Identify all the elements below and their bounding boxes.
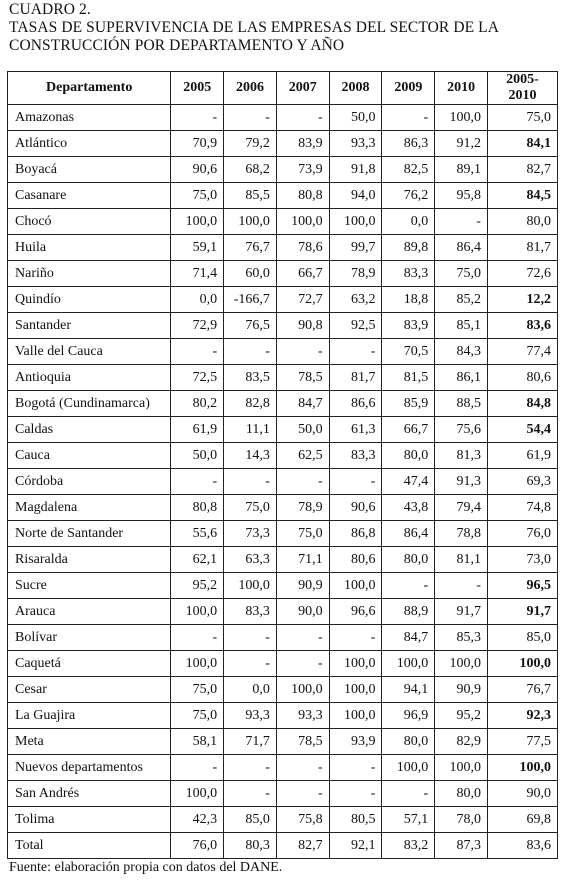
table-row [8,235,558,261]
year-value-cell: 100,0 [435,651,488,677]
year-value-cell: 90,6 [171,157,224,183]
year-value-cell: 0,0 [171,287,224,313]
year-value-cell: 91,3 [435,469,488,495]
department-cell: Sucre [8,573,171,599]
year-value-cell: - [276,339,329,365]
year-value-cell: 55,6 [171,521,224,547]
department-cell: Cauca [8,443,171,469]
year-value-cell: 85,5 [224,183,277,209]
period-total-cell: 76,0 [487,521,557,547]
year-value-cell: 76,2 [382,183,435,209]
year-value-cell: - [224,105,277,131]
year-value-cell: 95,2 [435,703,488,729]
year-value-cell: 78,0 [435,807,488,833]
header-2006: 2006 [224,72,277,105]
year-value-cell: 63,2 [329,287,382,313]
year-value-cell: - [224,781,277,807]
year-value-cell: 58,1 [171,729,224,755]
department-cell: Arauca [8,599,171,625]
year-value-cell: 86,6 [329,391,382,417]
year-value-cell: - [171,625,224,651]
table-row [8,417,558,443]
year-value-cell: 100,0 [171,651,224,677]
department-cell: Atlántico [8,131,171,157]
period-total-cell: 69,3 [487,469,557,495]
year-value-cell: 93,3 [224,703,277,729]
year-value-cell: 78,9 [329,261,382,287]
year-value-cell: 68,2 [224,157,277,183]
year-value-cell: 80,0 [435,781,488,807]
year-value-cell: 87,3 [435,833,488,859]
period-total-cell: 83,6 [487,313,557,339]
year-value-cell: 91,2 [435,131,488,157]
year-value-cell: 90,6 [329,495,382,521]
period-total-cell: 80,6 [487,365,557,391]
year-value-cell: 86,4 [382,521,435,547]
year-value-cell: 100,0 [329,209,382,235]
year-value-cell: 71,7 [224,729,277,755]
department-cell: Cesar [8,677,171,703]
year-value-cell: 75,0 [276,521,329,547]
year-value-cell: - [224,339,277,365]
year-value-cell: - [329,339,382,365]
year-value-cell: 72,9 [171,313,224,339]
table-row [8,729,558,755]
year-value-cell: 59,1 [171,235,224,261]
year-value-cell: - [329,625,382,651]
year-value-cell: 96,6 [329,599,382,625]
period-total-cell: 12,2 [487,287,557,313]
table-row [8,313,558,339]
year-value-cell: 0,0 [382,209,435,235]
year-value-cell: 90,9 [276,573,329,599]
year-value-cell: 78,5 [276,729,329,755]
year-value-cell: - [276,105,329,131]
year-value-cell: 50,0 [276,417,329,443]
year-value-cell: 70,5 [382,339,435,365]
year-value-cell: 78,5 [276,365,329,391]
year-value-cell: 100,0 [329,703,382,729]
year-value-cell: - [224,651,277,677]
year-value-cell: 75,0 [224,495,277,521]
year-value-cell: 57,1 [382,807,435,833]
year-value-cell: - [435,573,488,599]
header-2005: 2005 [171,72,224,105]
table-caption [9,1,569,55]
department-cell: Total [8,833,171,859]
department-cell: Tolima [8,807,171,833]
year-value-cell: 42,3 [171,807,224,833]
header-2007: 2007 [276,72,329,105]
year-value-cell: 95,8 [435,183,488,209]
table-row [8,625,558,651]
year-value-cell: 62,1 [171,547,224,573]
year-value-cell: 94,1 [382,677,435,703]
year-value-cell: 62,5 [276,443,329,469]
period-total-cell: 100,0 [487,755,557,781]
caption-title-line-2: CONSTRUCCIÓN POR DEPARTAMENTO Y AÑO [9,37,345,54]
year-value-cell: 72,5 [171,365,224,391]
year-value-cell: 83,9 [276,131,329,157]
survival-rates-table [7,71,558,859]
department-cell: Boyacá [8,157,171,183]
year-value-cell: - [171,469,224,495]
table-row [8,833,558,859]
department-cell: Caldas [8,417,171,443]
department-cell: Nuevos departamentos [8,755,171,781]
table-header-row [8,72,558,105]
year-value-cell: - [224,469,277,495]
period-total-cell: 82,7 [487,157,557,183]
header-2005-2010: 2005-2010 [487,72,557,105]
year-value-cell: 81,7 [329,365,382,391]
department-cell: Caquetá [8,651,171,677]
year-value-cell: 78,6 [276,235,329,261]
table-row [8,703,558,729]
year-value-cell: - [382,105,435,131]
year-value-cell: 81,5 [382,365,435,391]
department-cell: Chocó [8,209,171,235]
period-total-cell: 75,0 [487,105,557,131]
department-cell: Bolívar [8,625,171,651]
year-value-cell: 93,3 [329,131,382,157]
period-total-cell: 85,0 [487,625,557,651]
year-value-cell: 91,7 [435,599,488,625]
department-cell: Norte de Santander [8,521,171,547]
table-row [8,521,558,547]
department-cell: Antioquia [8,365,171,391]
year-value-cell: - [171,755,224,781]
table-row [8,677,558,703]
period-total-cell: 92,3 [487,703,557,729]
year-value-cell: 100,0 [276,209,329,235]
table-row [8,105,558,131]
year-value-cell: 80,0 [382,443,435,469]
year-value-cell: - [276,651,329,677]
period-total-cell: 72,6 [487,261,557,287]
year-value-cell: 80,5 [329,807,382,833]
header-2009: 2009 [382,72,435,105]
year-value-cell: 82,5 [382,157,435,183]
table-row [8,391,558,417]
year-value-cell: 61,9 [171,417,224,443]
year-value-cell: - [329,781,382,807]
period-total-cell: 90,0 [487,781,557,807]
year-value-cell: 70,9 [171,131,224,157]
table-row [8,651,558,677]
period-total-cell: 100,0 [487,651,557,677]
year-value-cell: 75,8 [276,807,329,833]
year-value-cell: 95,2 [171,573,224,599]
year-value-cell: 90,9 [435,677,488,703]
year-value-cell: 76,7 [224,235,277,261]
caption-title-line-1: TASAS DE SUPERVIVENCIA DE LAS EMPRESAS DEL SECTOR DE LA [9,19,500,36]
year-value-cell: 100,0 [435,105,488,131]
year-value-cell: 14,3 [224,443,277,469]
year-value-cell: 50,0 [329,105,382,131]
year-value-cell: 100,0 [382,755,435,781]
year-value-cell: 85,3 [435,625,488,651]
year-value-cell: - [329,469,382,495]
caption-label: CUADRO 2. [9,1,91,18]
period-total-cell: 69,8 [487,807,557,833]
year-value-cell: - [329,755,382,781]
year-value-cell: 76,0 [171,833,224,859]
year-value-cell: - [276,781,329,807]
year-value-cell: 75,0 [171,183,224,209]
period-total-cell: 74,8 [487,495,557,521]
year-value-cell: 75,0 [171,703,224,729]
period-total-cell: 61,9 [487,443,557,469]
table-row [8,469,558,495]
period-total-cell: 83,6 [487,833,557,859]
year-value-cell: 78,8 [435,521,488,547]
year-value-cell: 71,4 [171,261,224,287]
year-value-cell: 50,0 [171,443,224,469]
table-row [8,209,558,235]
year-value-cell: 100,0 [329,651,382,677]
table-row [8,495,558,521]
source-note: Fuente: elaboración propia con datos del DANE. [9,860,283,875]
department-cell: La Guajira [8,703,171,729]
department-cell: San Andrés [8,781,171,807]
table-row [8,157,558,183]
year-value-cell: - [276,625,329,651]
year-value-cell: 93,9 [329,729,382,755]
year-value-cell: - [382,573,435,599]
year-value-cell: 73,9 [276,157,329,183]
year-value-cell: - [224,755,277,781]
department-cell: Quindío [8,287,171,313]
year-value-cell: 66,7 [276,261,329,287]
table-row [8,781,558,807]
department-cell: Casanare [8,183,171,209]
department-cell: Amazonas [8,105,171,131]
year-value-cell: 91,8 [329,157,382,183]
year-value-cell: 100,0 [329,573,382,599]
year-value-cell: 94,0 [329,183,382,209]
year-value-cell: 90,8 [276,313,329,339]
year-value-cell: 84,7 [382,625,435,651]
year-value-cell: 0,0 [224,677,277,703]
year-value-cell: 82,9 [435,729,488,755]
table-row [8,339,558,365]
period-total-cell: 84,1 [487,131,557,157]
year-value-cell: 76,5 [224,313,277,339]
year-value-cell: 71,1 [276,547,329,573]
header-departamento: Departamento [8,72,171,105]
year-value-cell: 72,7 [276,287,329,313]
year-value-cell: 75,0 [435,261,488,287]
year-value-cell: 86,3 [382,131,435,157]
year-value-cell: 47,4 [382,469,435,495]
year-value-cell: 66,7 [382,417,435,443]
table-body [8,105,558,859]
year-value-cell: 84,3 [435,339,488,365]
table-row [8,365,558,391]
year-value-cell: 99,7 [329,235,382,261]
year-value-cell: 100,0 [171,209,224,235]
year-value-cell: 83,3 [224,599,277,625]
period-total-cell: 76,7 [487,677,557,703]
year-value-cell: 100,0 [171,599,224,625]
year-value-cell: 100,0 [435,755,488,781]
department-cell: Nariño [8,261,171,287]
year-value-cell: - [276,469,329,495]
year-value-cell: 73,3 [224,521,277,547]
year-value-cell: 88,5 [435,391,488,417]
year-value-cell: 75,0 [171,677,224,703]
year-value-cell: 86,8 [329,521,382,547]
year-value-cell: 80,8 [276,183,329,209]
year-value-cell: 83,3 [382,261,435,287]
period-total-cell: 77,5 [487,729,557,755]
year-value-cell: 79,4 [435,495,488,521]
department-cell: Córdoba [8,469,171,495]
year-value-cell: -166,7 [224,287,277,313]
year-value-cell: 43,8 [382,495,435,521]
department-cell: Risaralda [8,547,171,573]
year-value-cell: 89,1 [435,157,488,183]
period-total-cell: 73,0 [487,547,557,573]
year-value-cell: 85,1 [435,313,488,339]
year-value-cell: 84,7 [276,391,329,417]
year-value-cell: 61,3 [329,417,382,443]
period-total-cell: 81,7 [487,235,557,261]
period-total-cell: 77,4 [487,339,557,365]
period-total-cell: 84,8 [487,391,557,417]
table-row [8,755,558,781]
year-value-cell: 100,0 [224,209,277,235]
year-value-cell: - [435,209,488,235]
year-value-cell: 80,0 [382,547,435,573]
table-row [8,599,558,625]
year-value-cell: 63,3 [224,547,277,573]
year-value-cell: 100,0 [329,677,382,703]
year-value-cell: 83,3 [329,443,382,469]
year-value-cell: 18,8 [382,287,435,313]
table-row [8,183,558,209]
department-cell: Huila [8,235,171,261]
year-value-cell: 85,0 [224,807,277,833]
year-value-cell: 100,0 [382,651,435,677]
period-total-cell: 80,0 [487,209,557,235]
year-value-cell: 80,8 [171,495,224,521]
period-total-cell: 54,4 [487,417,557,443]
year-value-cell: 96,9 [382,703,435,729]
period-total-cell: 84,5 [487,183,557,209]
table-row [8,131,558,157]
year-value-cell: - [224,625,277,651]
year-value-cell: 80,0 [382,729,435,755]
year-value-cell: 60,0 [224,261,277,287]
year-value-cell: 75,6 [435,417,488,443]
table-row [8,547,558,573]
year-value-cell: 79,2 [224,131,277,157]
period-total-cell: 96,5 [487,573,557,599]
year-value-cell: - [171,339,224,365]
department-cell: Bogotá (Cundinamarca) [8,391,171,417]
year-value-cell: 93,3 [276,703,329,729]
year-value-cell: 80,3 [224,833,277,859]
department-cell: Santander [8,313,171,339]
year-value-cell: 88,9 [382,599,435,625]
department-cell: Magdalena [8,495,171,521]
year-value-cell: 85,2 [435,287,488,313]
department-cell: Meta [8,729,171,755]
year-value-cell: - [276,755,329,781]
year-value-cell: 92,5 [329,313,382,339]
department-cell: Valle del Cauca [8,339,171,365]
year-value-cell: - [171,105,224,131]
period-total-cell: 91,7 [487,599,557,625]
year-value-cell: 78,9 [276,495,329,521]
table-row [8,807,558,833]
year-value-cell: 80,6 [329,547,382,573]
year-value-cell: 83,2 [382,833,435,859]
year-value-cell: 100,0 [276,677,329,703]
year-value-cell: 81,1 [435,547,488,573]
year-value-cell: 86,4 [435,235,488,261]
year-value-cell: 92,1 [329,833,382,859]
year-value-cell: 89,8 [382,235,435,261]
year-value-cell: 85,9 [382,391,435,417]
year-value-cell: 11,1 [224,417,277,443]
year-value-cell: 82,7 [276,833,329,859]
year-value-cell: 82,8 [224,391,277,417]
year-value-cell: 83,5 [224,365,277,391]
table-row [8,287,558,313]
year-value-cell: - [382,781,435,807]
table-row [8,573,558,599]
year-value-cell: 90,0 [276,599,329,625]
year-value-cell: 100,0 [224,573,277,599]
year-value-cell: 86,1 [435,365,488,391]
year-value-cell: 80,2 [171,391,224,417]
table-row [8,261,558,287]
year-value-cell: 100,0 [171,781,224,807]
header-2008: 2008 [329,72,382,105]
year-value-cell: 83,9 [382,313,435,339]
header-2010: 2010 [435,72,488,105]
table-row [8,443,558,469]
year-value-cell: 81,3 [435,443,488,469]
